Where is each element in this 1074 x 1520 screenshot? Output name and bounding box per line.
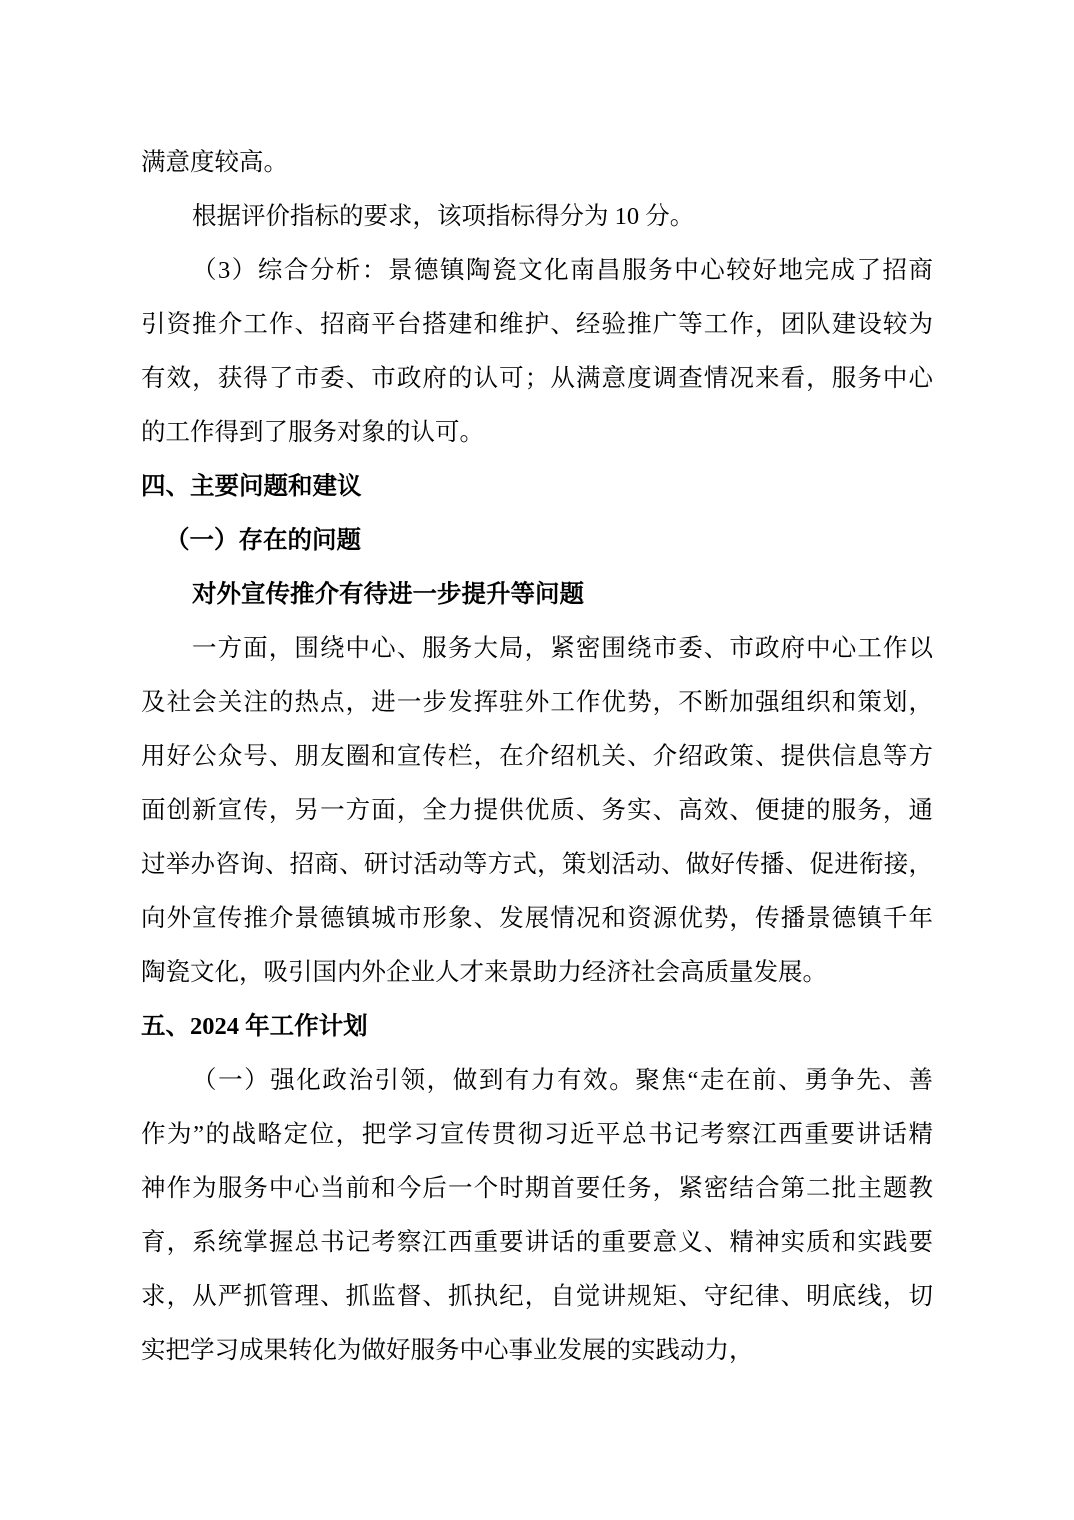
- body-line: 引资推介工作、招商平台搭建和维护、经验推广等工作，团队建设较为: [141, 311, 933, 338]
- body-line: 过举办咨询、招商、研讨活动等方式，策划活动、做好传播、促进衔接，: [141, 851, 933, 878]
- body-line: 满意度较高。: [141, 149, 288, 176]
- body-line: 陶瓷文化，吸引国内外企业人才来景助力经济社会高质量发展。: [141, 959, 827, 986]
- body-line: 实把学习成果转化为做好服务中心事业发展的实践动力，: [141, 1337, 754, 1364]
- body-line: 作为”的战略定位，把学习宣传贯彻习近平总书记考察江西重要讲话精: [141, 1121, 933, 1148]
- body-line: 有效，获得了市委、市政府的认可；从满意度调查情况来看，服务中心: [141, 365, 933, 392]
- body-line: 用好公众号、朋友圈和宣传栏，在介绍机关、介绍政策、提供信息等方: [141, 743, 933, 770]
- section-heading-2024-plan: 五、2024 年工作计划: [141, 1013, 368, 1040]
- body-line: 一方面，围绕中心、服务大局，紧密围绕市委、市政府中心工作以: [192, 635, 933, 662]
- body-line: （3）综合分析：景德镇陶瓷文化南昌服务中心较好地完成了招商: [192, 257, 933, 284]
- document-content: [141, 136, 933, 1378]
- subsection-heading-publicity: 对外宣传推介有待进一步提升等问题: [192, 581, 584, 608]
- body-line: 神作为服务中心当前和今后一个时期首要任务，紧密结合第二批主题教: [141, 1175, 933, 1202]
- section-heading-problems: 四、主要问题和建议: [141, 473, 362, 500]
- body-line: 求，从严抓管理、抓监督、抓执纪，自觉讲规矩、守纪律、明底线，切: [141, 1283, 933, 1310]
- body-line: 向外宣传推介景德镇城市形象、发展情况和资源优势，传播景德镇千年: [141, 905, 933, 932]
- body-line: 面创新宣传，另一方面，全力提供优质、务实、高效、便捷的服务，通: [141, 797, 933, 824]
- body-line: 及社会关注的热点，进一步发挥驻外工作优势，不断加强组织和策划，: [141, 689, 933, 716]
- body-line: 育，系统掌握总书记考察江西重要讲话的重要意义、精神实质和实践要: [141, 1229, 933, 1256]
- body-line: 的工作得到了服务对象的认可。: [141, 419, 484, 446]
- body-line: （一）强化政治引领，做到有力有效。聚焦“走在前、勇争先、善: [192, 1067, 933, 1094]
- body-line: 根据评价指标的要求，该项指标得分为 10 分。: [192, 203, 695, 230]
- subsection-heading-existing-problems: （一）存在的问题: [165, 527, 361, 554]
